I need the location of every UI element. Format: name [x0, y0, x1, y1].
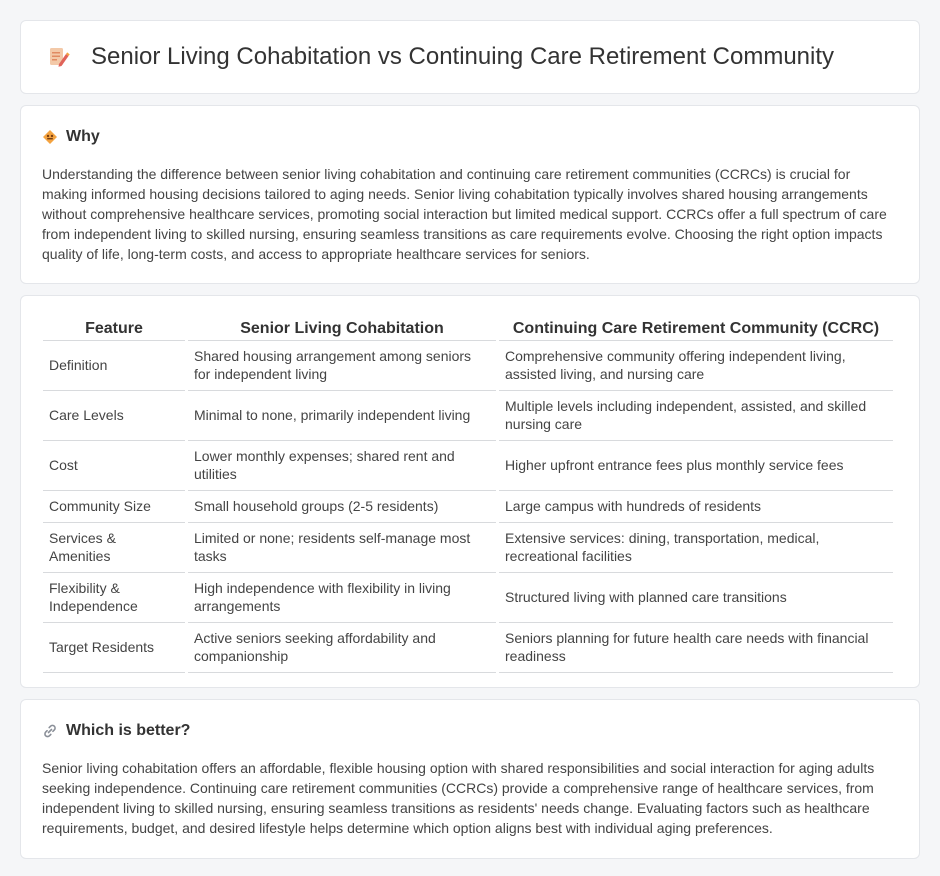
table-row: [43, 341, 893, 391]
table-cell: Definition: [43, 341, 185, 391]
table-row: [43, 523, 893, 573]
table-header-row: [43, 318, 893, 341]
table-cell: Services & Amenities: [43, 523, 185, 573]
table-cell: Large campus with hundreds of residents: [499, 491, 893, 523]
table-row: [43, 491, 893, 523]
why-heading: Why: [66, 128, 100, 145]
page-title: Senior Living Cohabitation vs Continuing Care Retirement Community: [91, 43, 835, 70]
why-section: [20, 105, 920, 284]
table-cell: Multiple levels including independent, assisted, and skilled nursing care: [499, 391, 893, 441]
link-icon: [42, 723, 58, 739]
title-card: [20, 20, 920, 94]
why-body: Understanding the difference between senior living cohabitation and continuing care retirement communities (CCRCs) is crucial for making informed housing decisions tailored to aging needs. Senior living cohabitation typically involves shared housing arrangements without comprehensive healthcare services, promoting social interaction but limited medical support. CCRCs offer a full spectrum of care from independent living to skilled nursing, ensuring seamless transitions as care requirements evolve. Choosing the right option impacts quality of life, long-term costs, and access to appropriate healthcare services for seniors.: [42, 166, 887, 262]
table-cell: Limited or none; residents self-manage most tasks: [188, 523, 496, 573]
table-cell: Active seniors seeking affordability and companionship: [188, 623, 496, 673]
table-cell: Higher upfront entrance fees plus monthly service fees: [499, 441, 893, 491]
column-header-feature: Feature: [43, 318, 185, 341]
table-cell: High independence with flexibility in living arrangements: [188, 573, 496, 623]
document-pencil-icon: [47, 45, 71, 69]
better-header: [42, 722, 899, 740]
table-cell: Seniors planning for future health care needs with financial readiness: [499, 623, 893, 673]
table-cell: Lower monthly expenses; shared rent and utilities: [188, 441, 496, 491]
which-is-better-section: [20, 699, 920, 859]
table-cell: Small household groups (2-5 residents): [188, 491, 496, 523]
table-cell: Target Residents: [43, 623, 185, 673]
diamond-sign-icon: [42, 129, 58, 145]
table-row: [43, 573, 893, 623]
table-cell: Shared housing arrangement among seniors for independent living: [188, 341, 496, 391]
why-header: [42, 128, 899, 146]
table-cell: Structured living with planned care transitions: [499, 573, 893, 623]
better-heading: Which is better?: [66, 722, 191, 739]
table-cell: Extensive services: dining, transportation, medical, recreational facilities: [499, 523, 893, 573]
table-cell: Minimal to none, primarily independent living: [188, 391, 496, 441]
table-row: [43, 623, 893, 673]
table-cell: Comprehensive community offering independent living, assisted living, and nursing care: [499, 341, 893, 391]
better-body: Senior living cohabitation offers an affordable, flexible housing option with shared responsibilities and social interaction for aging adults seeking independence. Continuing care retirement communities (CCRCs) provide a comprehensive range of healthcare services, from independent living to skilled nursing, ensuring seamless transitions as residents' needs change. Evaluating factors such as healthcare requirements, budget, and desired lifestyle helps determine which option aligns best with individual aging preferences.: [42, 760, 875, 836]
table-cell: Cost: [43, 441, 185, 491]
table-row: [43, 441, 893, 491]
comparison-table: [40, 318, 896, 673]
comparison-table-card: [20, 295, 920, 688]
column-header-cohabitation: Senior Living Cohabitation: [188, 318, 496, 341]
column-header-ccrc: Continuing Care Retirement Community (CCRC): [499, 318, 893, 341]
table-cell: Care Levels: [43, 391, 185, 441]
table-cell: Flexibility & Independence: [43, 573, 185, 623]
table-row: [43, 391, 893, 441]
table-cell: Community Size: [43, 491, 185, 523]
